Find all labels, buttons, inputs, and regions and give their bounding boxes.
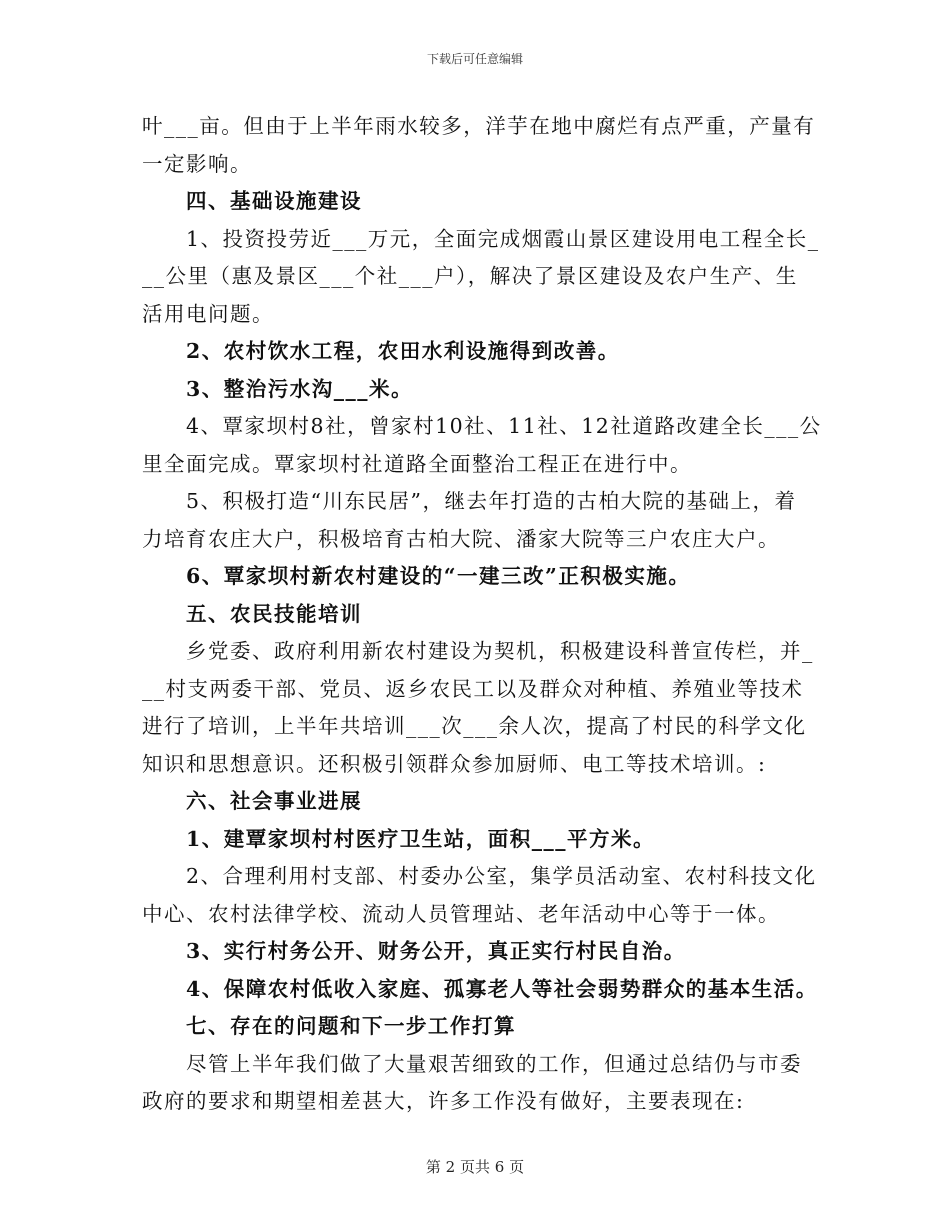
page-header: 下载后可任意编辑 [426,52,523,66]
paragraph-line: 里全面完成。覃家坝村社道路全面整治工程正在进行中。 [142,451,692,476]
section-heading-line: 六、社会事业进展 [186,789,362,813]
paragraph-line: 2、合理利用村支部、村委办公室，集学员活动室、农村科技文化 [186,864,817,888]
page-footer: 第 2 页共 6 页 [425,1158,525,1176]
section-heading-line: 3、整治污水沟___米。 [186,376,414,401]
section-heading-line: 五、农民技能培训 [186,601,362,626]
paragraph-line: __公里（惠及景区___个社___户），解决了景区建设及农户生产、生 [142,264,798,288]
paragraph-line: 力培育农庄大户，积极培育古柏大院、潘家大院等三户农庄大户。 [142,526,780,551]
paragraph-line: 尽管上半年我们做了大量艰苦细致的工作，但通过总结仍与市委 [186,1051,802,1076]
paragraph-line: __村支两委干部、党员、返乡农民工以及群众对种植、养殖业等技术 [142,676,804,701]
section-heading-line: 1、建覃家坝村村医疗卫生站，面积___平方米。 [186,826,656,851]
paragraph-line: 5、积极打造“川东民居”，继去年打造的古柏大院的基础上，着 [186,489,797,513]
section-heading-line: 四、基础设施建设 [186,189,362,213]
section-heading-line: 4、保障农村低收入家庭、孤寡老人等社会弱势群众的基本生活。 [186,976,818,1001]
paragraph-line: 政府的要求和期望相差甚大，许多工作没有做好，主要表现在: [142,1089,745,1113]
section-heading-line: 2、农村饮水工程，农田水利设施得到改善。 [186,339,620,363]
paragraph-line: 4、覃家坝村8社，曾家村10社、11社、12社道路改建全长___公 [186,414,822,438]
paragraph-line: 叶___亩。但由于上半年雨水较多，洋芋在地中腐烂有点严重，产量有 [142,114,816,138]
paragraph-line: 中心、农村法律学校、流动人员管理站、老年活动中心等于一体。 [142,901,780,926]
paragraph-line: 进行了培训，上半年共培训___次___余人次，提高了村民的科学文化 [142,714,807,738]
section-heading-line: 6、覃家坝村新农村建设的“一建三改”正积极实施。 [186,564,691,588]
paragraph-line: 乡党委、政府利用新农村建设为契机，积极建设科普宣传栏，并_ [186,639,814,663]
paragraph-line: 活用电问题。 [142,301,274,326]
section-heading-line: 3、实行村务公开、财务公开，真正实行村民自治。 [186,939,686,963]
document-body [142,108,822,1121]
section-heading-line: 七、存在的问题和下一步工作打算 [186,1014,516,1038]
paragraph-line: 知识和思想意识。还积极引领群众参加厨师、电工等技术培训。: [142,751,767,776]
paragraph-line: 1、投资投劳近___万元，全面完成烟霞山景区建设用电工程全长_ [186,226,820,251]
paragraph-line: 一定影响。 [142,151,252,176]
